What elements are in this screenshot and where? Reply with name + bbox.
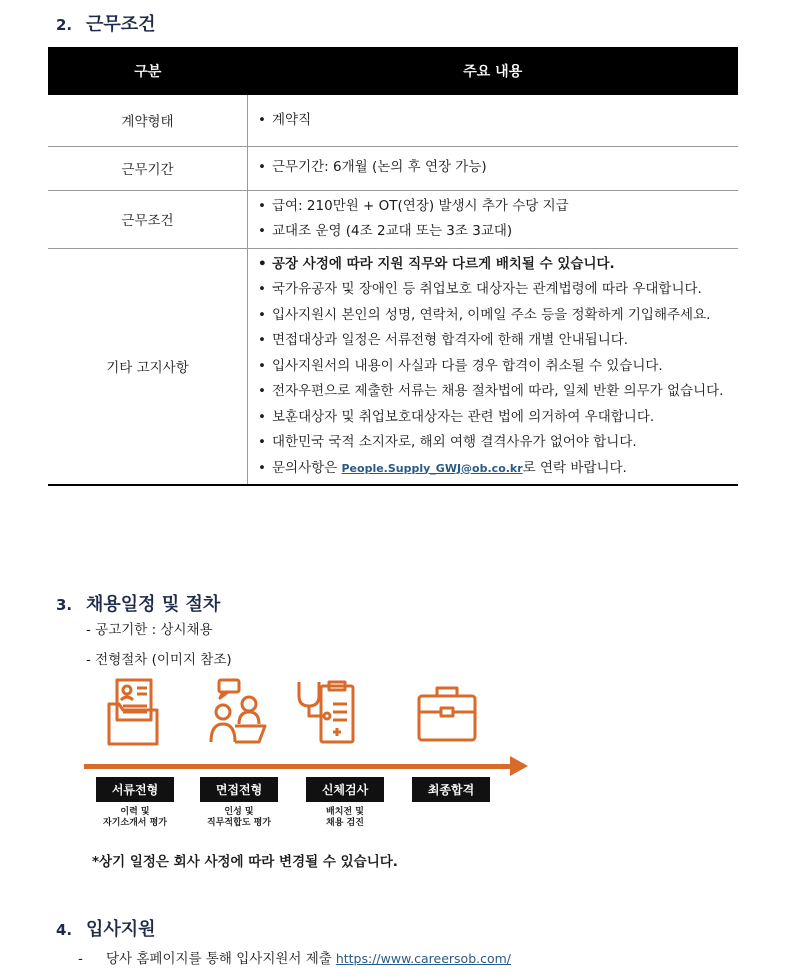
section-4-title bbox=[56, 915, 156, 941]
briefcase-icon bbox=[415, 676, 479, 748]
list-item: • 계약직 bbox=[256, 108, 728, 134]
row-content bbox=[248, 146, 739, 190]
step-desc-line: 이력 및 bbox=[120, 807, 150, 817]
header-content: 주요 내용 bbox=[248, 47, 739, 95]
step-desc-line: 배치전 및 bbox=[326, 807, 364, 817]
apply-line bbox=[78, 947, 511, 967]
header-category: 구분 bbox=[48, 47, 248, 95]
step-medical-exam: 신체검사 bbox=[306, 777, 384, 802]
contact-prefix: 문의사항은 bbox=[272, 459, 342, 476]
table-row bbox=[48, 190, 738, 248]
step-desc-line: 채용 검진 bbox=[326, 818, 364, 828]
contact-email-link[interactable]: People.Supply_GWJ@ob.co.kr bbox=[341, 461, 523, 475]
section-title-text: 근무조건 bbox=[86, 14, 156, 35]
schedule-period: - 공고기한 : 상시채용 bbox=[86, 622, 213, 638]
section-3-title bbox=[56, 590, 220, 616]
section-number: 2. bbox=[56, 16, 73, 34]
stethoscope-clipboard-icon bbox=[295, 676, 359, 748]
list-item: • 입사지원서의 내용이 사실과 다를 경우 합격이 취소될 수 있습니다. bbox=[256, 354, 728, 380]
process-arrow-line bbox=[84, 764, 514, 769]
apply-text: 당사 홈페이지를 통해 입사지원서 제출 bbox=[106, 951, 332, 967]
table-row bbox=[48, 248, 738, 485]
step-desc-line: 직무적합도 평가 bbox=[207, 818, 271, 828]
contact-suffix: 로 연락 바랍니다. bbox=[522, 459, 627, 476]
list-item-contact bbox=[256, 456, 728, 482]
row-content bbox=[248, 95, 739, 146]
row-content bbox=[248, 248, 739, 485]
work-conditions-table bbox=[48, 47, 738, 486]
section-number: 4. bbox=[56, 921, 73, 939]
section-2-title bbox=[56, 10, 156, 36]
list-item: • 근무기간: 6개월 (논의 후 연장 가능) bbox=[256, 155, 728, 181]
step-desc-line: 인성 및 bbox=[224, 807, 254, 817]
table-row bbox=[48, 95, 738, 146]
step-desc bbox=[290, 807, 400, 829]
section-number: 3. bbox=[56, 596, 73, 614]
step-desc bbox=[184, 807, 294, 829]
section-title-text: 채용일정 및 절차 bbox=[86, 594, 221, 615]
process-arrow-head bbox=[510, 756, 528, 776]
list-item: • 전자우편으로 제출한 서류는 채용 절차법에 따라, 일체 반환 의무가 없습니다. bbox=[256, 379, 728, 405]
list-item: • 면접대상과 일정은 서류전형 합격자에 한해 개별 안내됩니다. bbox=[256, 328, 728, 354]
schedule-note: *상기 일정은 회사 사정에 따라 변경될 수 있습니다. bbox=[92, 854, 398, 870]
step-document-screening: 서류전형 bbox=[96, 777, 174, 802]
step-desc bbox=[80, 807, 190, 829]
list-item: • 급여: 210만원 + OT(연장) 발생시 추가 수당 지급 bbox=[256, 194, 728, 220]
section-title-text: 입사지원 bbox=[86, 919, 156, 940]
schedule-process: - 전형절차 (이미지 참조) bbox=[86, 652, 232, 668]
row-content bbox=[248, 190, 739, 248]
row-label: 근무조건 bbox=[48, 190, 248, 248]
list-item: • 교대조 운영 (4조 2교대 또는 3조 3교대) bbox=[256, 219, 728, 245]
list-item: • 입사지원시 본인의 성명, 연락처, 이메일 주소 등을 정확하게 기입해주세요. bbox=[256, 303, 728, 329]
list-item: • 대한민국 국적 소지자로, 해외 여행 결격사유가 없어야 합니다. bbox=[256, 430, 728, 456]
list-item: • 공장 사정에 따라 지원 직무와 다르게 배치될 수 있습니다. bbox=[256, 252, 728, 278]
list-item: • 국가유공자 및 장애인 등 취업보호 대상자는 관계법령에 따라 우대합니다. bbox=[256, 277, 728, 303]
document-folder-icon bbox=[105, 676, 169, 748]
careers-link[interactable]: https://www.careersob.com/ bbox=[335, 951, 512, 966]
interview-icon bbox=[205, 676, 269, 748]
step-desc-line: 자기소개서 평가 bbox=[103, 818, 167, 828]
table-row bbox=[48, 146, 738, 190]
step-interview: 면접전형 bbox=[200, 777, 278, 802]
apply-dash: - bbox=[78, 951, 83, 967]
table-header-row bbox=[48, 47, 738, 95]
row-label: 근무기간 bbox=[48, 146, 248, 190]
list-item: • 보훈대상자 및 취업보호대상자는 관련 법에 의거하여 우대합니다. bbox=[256, 405, 728, 431]
process-diagram bbox=[80, 668, 540, 838]
row-label: 기타 고지사항 bbox=[48, 248, 248, 485]
step-final-pass: 최종합격 bbox=[412, 777, 490, 802]
row-label: 계약형태 bbox=[48, 95, 248, 146]
